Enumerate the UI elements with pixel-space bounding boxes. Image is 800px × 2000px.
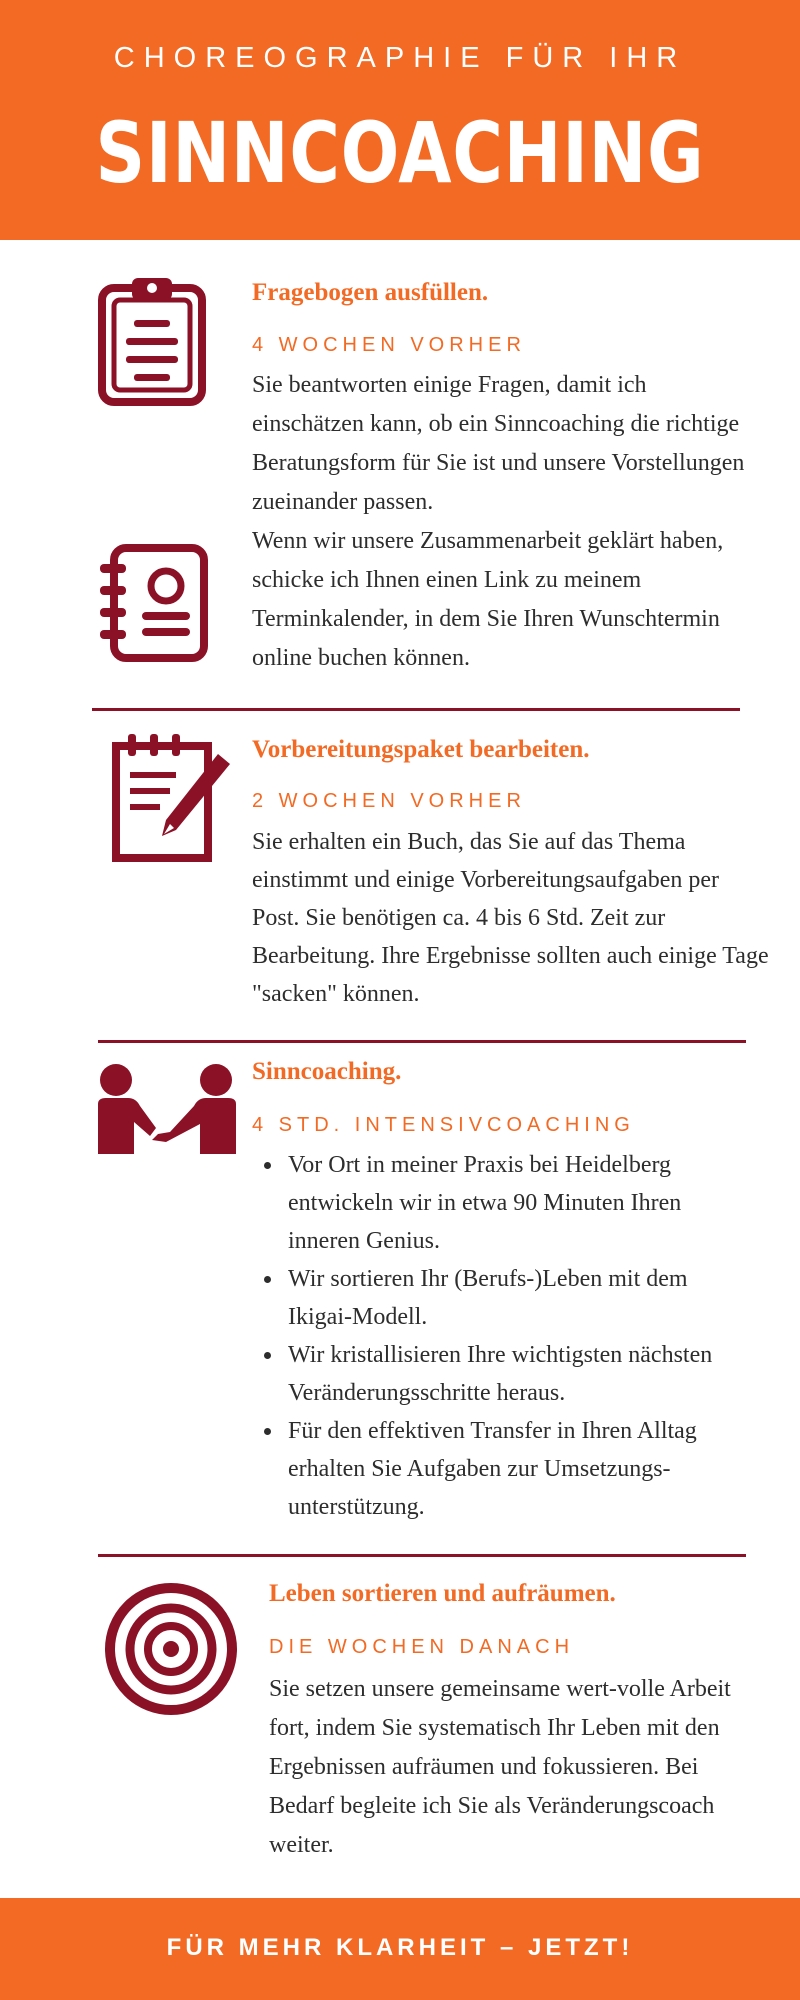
notepad-pencil-icon (110, 732, 234, 864)
list-item: Vor Ort in meiner Praxis bei Heidelberg entwickeln wir in etwa 90 Minuten Ihren inneren Genius. (252, 1146, 752, 1260)
step-2-heading: Vorbereitungspaket bearbeiten. (252, 736, 590, 763)
target-icon (104, 1582, 238, 1716)
step-4-body (269, 1670, 769, 1865)
step-4-paragraph: Sie setzen unsere gemeinsame wert-volle Arbeit fort, indem Sie systematisch Ihr Leben mit den Ergebnissen aufräumen und fokussieren. Bei Bedarf begleite ich Sie als Veränderungscoach weiter. (269, 1676, 731, 1858)
step-1-paragraph: Wenn wir unsere Zusammenarbeit geklärt haben, schicke ich Ihnen einen Link zu meinem Terminkalender, in dem Sie Ihren Wunschtermin online buchen können. (252, 528, 724, 671)
step-4-subheading: DIE WOCHEN DANACH (269, 1636, 575, 1658)
step-3-body (252, 1146, 752, 1526)
clipboard-icon (96, 276, 208, 408)
handshake-icon (96, 1062, 238, 1158)
footer-banner (0, 1898, 800, 2000)
page-title: SINNCOACHING (95, 104, 705, 202)
section-divider (92, 708, 740, 711)
step-3-subheading: 4 STD. INTENSIVCOACHING (252, 1114, 635, 1136)
step-1-subheading: 4 WOCHEN VORHER (252, 334, 526, 356)
step-2-body (252, 823, 772, 1013)
list-item: Wir kristallisieren Ihre wichtigsten nächsten Veränderungsschritte heraus. (252, 1336, 752, 1412)
step-1-body (252, 366, 762, 678)
step-4-heading: Leben sortieren und aufräumen. (269, 1580, 616, 1607)
list-item: Für den effektiven Transfer in Ihren Alltag erhalten Sie Aufgaben zur Umsetzungs-unterstützung. (252, 1412, 752, 1526)
section-divider (98, 1040, 746, 1043)
contact-book-icon (96, 542, 210, 664)
step-2-subheading: 2 WOCHEN VORHER (252, 790, 526, 812)
step-3-heading: Sinncoaching. (252, 1058, 402, 1085)
header-banner (0, 0, 800, 240)
step-1-heading: Fragebogen ausfüllen. (252, 279, 489, 306)
footer-cta: FÜR MEHR KLARHEIT – JETZT! (166, 1934, 634, 1961)
step-2-paragraph: Sie erhalten ein Buch, das Sie auf das Thema einstimmt und einige Vorbereitungsaufgaben per Post. Sie benötigen ca. 4 bis 6 Std. Zeit zur Bearbeitung. Ihre Ergebnisse sollten auch einige Tage "sacken" können. (252, 829, 769, 1007)
bullet-list (252, 1146, 752, 1526)
step-1-paragraph: Sie beantworten einige Fragen, damit ich einschätzen kann, ob ein Sinncoaching die richtige Beratungsform für Sie ist und unsere Vorstellungen zueinander passen. (252, 372, 745, 515)
list-item: Wir sortieren Ihr (Berufs-)Leben mit dem Ikigai-Modell. (252, 1260, 752, 1336)
header-pretitle: CHOREOGRAPHIE FÜR IHR (113, 42, 687, 74)
section-divider (98, 1554, 746, 1557)
